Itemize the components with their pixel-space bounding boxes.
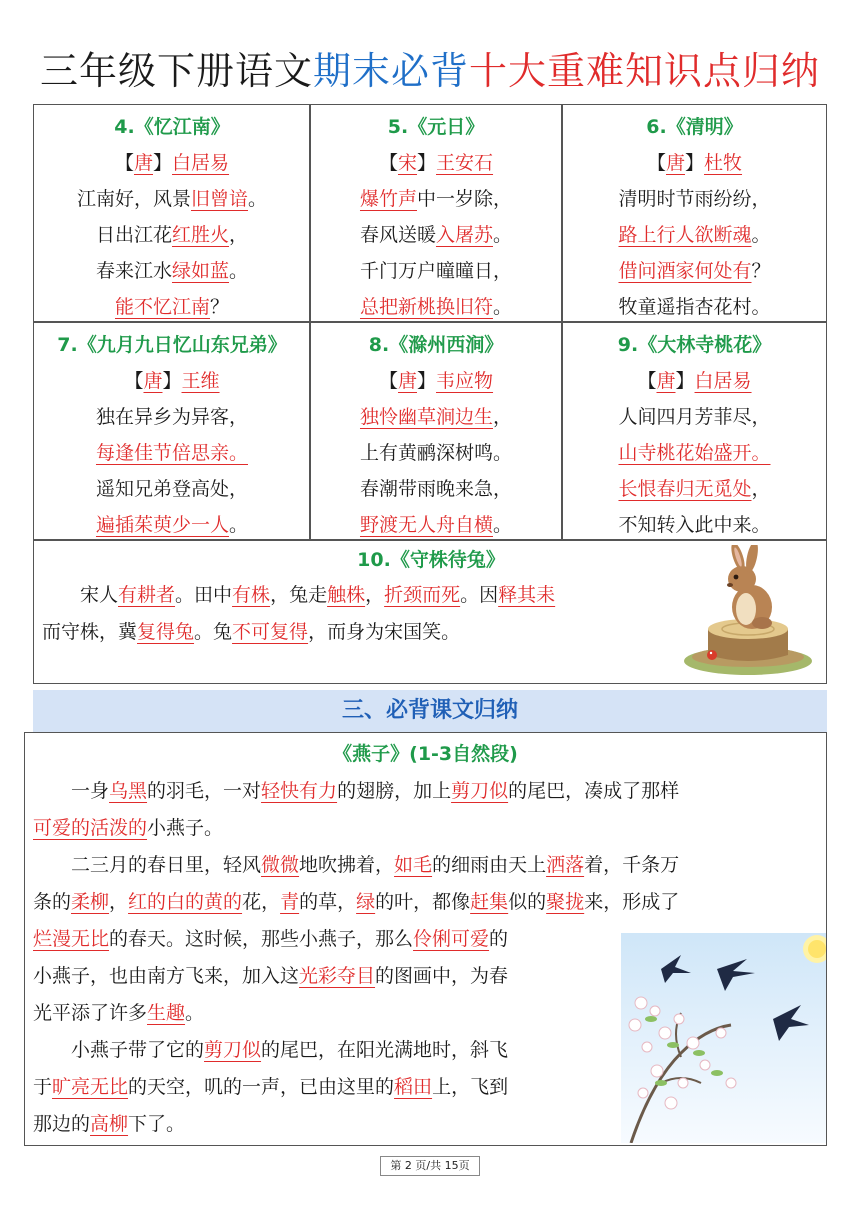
- key-phrase: 如毛: [394, 854, 433, 876]
- key-phrase: 独怜幽草涧边生: [359, 406, 493, 428]
- text-segment: 。兔: [194, 621, 233, 643]
- article-title: 《燕子》(1-3自然段): [333, 743, 518, 765]
- text-segment: 。: [229, 514, 249, 536]
- poem-line: [563, 435, 826, 471]
- key-phrase: 不可复得: [232, 621, 309, 643]
- poem-line: [34, 253, 310, 289]
- key-phrase: 能不忆江南: [114, 296, 210, 318]
- para-line: [33, 847, 823, 884]
- text-segment: 独在异乡为异客，: [95, 406, 248, 428]
- text-segment: 日出江花: [95, 224, 172, 246]
- para-line: [33, 810, 823, 847]
- poem-line: [563, 217, 826, 253]
- key-phrase: 剪刀似: [204, 1039, 262, 1061]
- key-phrase: 稻田: [394, 1076, 433, 1098]
- text-segment: 来，形成了: [584, 891, 680, 913]
- poem-line: [563, 253, 826, 289]
- poem-author: 【唐】韦应物: [378, 370, 494, 392]
- key-phrase: 柔柳: [71, 891, 110, 913]
- key-phrase: 路上行人欲断魂: [618, 224, 752, 246]
- text-segment: 的草，: [299, 891, 357, 913]
- story-title: 10.《守株待兔》: [357, 549, 505, 571]
- poem-line: [563, 399, 826, 435]
- text-segment: 的细雨由天上: [432, 854, 547, 876]
- paragraph-3: [33, 1032, 623, 1143]
- story-text: [42, 577, 682, 651]
- text-segment: 上，飞到: [432, 1076, 509, 1098]
- text-segment: ，兔走: [270, 584, 328, 606]
- text-segment: 的尾巴，在阳光满地时，斜飞: [261, 1039, 509, 1061]
- text-segment: 遥知兄弟登高处，: [95, 478, 248, 500]
- article-box: [24, 732, 827, 1146]
- poem-title: 5.《元日》: [387, 116, 485, 138]
- key-phrase: 有耕者: [118, 584, 176, 606]
- text-segment: 牧童遥指杏花村。: [618, 296, 771, 318]
- text-segment: 不知转入此中来。: [618, 514, 771, 536]
- key-phrase: 绿: [356, 891, 376, 913]
- text-segment: 小燕子带了它的: [71, 1039, 205, 1061]
- poem-line: [34, 289, 310, 325]
- key-phrase: 绿如蓝: [171, 260, 229, 282]
- section-header: 三、必背课文归纳: [33, 690, 827, 732]
- key-phrase: 长恨春归无觅处: [618, 478, 752, 500]
- poem-cell: [34, 109, 310, 325]
- text-segment: 春风送暖: [359, 224, 436, 246]
- text-segment: 二三月的春日里，轻风: [71, 854, 262, 876]
- poem-line: [311, 217, 561, 253]
- poem-cell: [34, 327, 310, 543]
- key-phrase: 红的白的黄的: [128, 891, 243, 913]
- text-segment: 。: [229, 260, 249, 282]
- poem-title: 9.《大林寺桃花》: [617, 334, 772, 356]
- key-phrase: 借问酒家何处有: [618, 260, 752, 282]
- text-segment: 花，: [242, 891, 281, 913]
- text-segment: 人间四月芳菲尽，: [618, 406, 771, 428]
- page-number: 第 2 页/共 15页: [380, 1156, 480, 1176]
- text-segment: ，而身为宋国笑。: [308, 621, 461, 643]
- key-phrase: 入屠苏: [435, 224, 493, 246]
- text-segment: 的图画中，为春: [375, 965, 509, 987]
- poem-author: 【唐】白居易: [114, 152, 230, 174]
- key-phrase: 生趣: [147, 1002, 186, 1024]
- text-segment: 江南好，风景: [76, 188, 191, 210]
- poem-author: 【唐】王维: [124, 370, 220, 392]
- paragraph-1: [33, 773, 823, 847]
- poem-line: [34, 471, 310, 507]
- text-segment: 似的: [508, 891, 547, 913]
- poem-line: [311, 253, 561, 289]
- poem-line: [563, 181, 826, 217]
- poem-table: [33, 104, 827, 684]
- key-phrase: 总把新桃换旧符: [359, 296, 493, 318]
- text-segment: 的羽毛，一对: [147, 780, 262, 802]
- para-line: [33, 1069, 623, 1106]
- key-phrase: 野渡无人舟自横: [359, 514, 493, 536]
- text-segment: ？: [751, 260, 771, 282]
- text-segment: ？: [210, 296, 230, 318]
- poem-line: [34, 507, 310, 543]
- key-phrase: 每逢佳节倍思亲。: [95, 442, 248, 464]
- text-segment: 条的: [33, 891, 72, 913]
- text-segment: 一身: [71, 780, 110, 802]
- text-segment: 小燕子。: [147, 817, 224, 839]
- text-segment: 的春天。这时候，那些小燕子，那么: [109, 928, 414, 950]
- poem-line: [563, 289, 826, 325]
- text-segment: ，: [229, 224, 249, 246]
- key-phrase: 释其耒: [498, 584, 556, 606]
- key-phrase: 洒落: [546, 854, 585, 876]
- swallows-illustration: [621, 933, 826, 1143]
- key-phrase: 有株: [232, 584, 271, 606]
- text-segment: 而守株，冀: [42, 621, 138, 643]
- key-phrase: 光彩夺目: [299, 965, 376, 987]
- text-segment: 那边的: [33, 1113, 91, 1135]
- poem-title: 4.《忆江南》: [114, 116, 230, 138]
- text-segment: 春潮带雨晚来急，: [359, 478, 512, 500]
- rabbit-illustration: [678, 545, 818, 677]
- story-line: [42, 577, 682, 614]
- text-segment: ，: [751, 478, 771, 500]
- poem-line: [34, 435, 310, 471]
- para-line: [33, 1106, 623, 1143]
- text-segment: ，: [109, 891, 129, 913]
- text-segment: 清明时节雨纷纷，: [618, 188, 771, 210]
- text-segment: 中一岁除，: [417, 188, 513, 210]
- para-line: [33, 884, 823, 921]
- key-phrase: 折颈而死: [384, 584, 461, 606]
- para-line: [33, 1032, 623, 1069]
- text-segment: 。: [751, 224, 771, 246]
- key-phrase: 青: [280, 891, 300, 913]
- poem-line: [311, 435, 561, 471]
- poem-line: [311, 289, 561, 325]
- poem-line: [311, 181, 561, 217]
- key-phrase: 烂漫无比: [33, 928, 110, 950]
- poem-cell: [563, 327, 826, 543]
- key-phrase: 聚拢: [546, 891, 585, 913]
- key-phrase: 触株: [327, 584, 366, 606]
- poem-cell: [311, 109, 561, 325]
- para-line: [33, 773, 823, 810]
- key-phrase: 旧曾谙: [190, 188, 248, 210]
- key-phrase: 剪刀似: [451, 780, 509, 802]
- text-segment: 。因: [460, 584, 499, 606]
- key-phrase: 山寺桃花始盛开。: [618, 442, 771, 464]
- text-segment: 。: [185, 1002, 205, 1024]
- page-title: 三年级下册语文期末必背十大重难知识点归纳: [39, 49, 821, 93]
- key-phrase: 微微: [261, 854, 300, 876]
- text-segment: 的尾巴，凑成了那样: [508, 780, 680, 802]
- text-segment: 春来江水: [95, 260, 172, 282]
- poem-cell: [311, 327, 561, 543]
- text-segment: 下了。: [128, 1113, 186, 1135]
- key-phrase: 遍插茱萸少一人: [95, 514, 229, 536]
- text-segment: 千门万户曈曈日，: [359, 260, 512, 282]
- poem-line: [311, 471, 561, 507]
- poem-line: [34, 399, 310, 435]
- poem-line: [311, 507, 561, 543]
- poem-author: 【唐】杜牧: [646, 152, 743, 174]
- text-segment: 。: [493, 296, 513, 318]
- poem-line: [563, 471, 826, 507]
- key-phrase: 高柳: [90, 1113, 129, 1135]
- poem-author: 【唐】白居易: [637, 370, 752, 392]
- key-phrase: 红胜火: [171, 224, 229, 246]
- key-phrase: 可爱的活泼的: [33, 817, 148, 839]
- poem-cell: [563, 109, 826, 325]
- text-segment: 。: [493, 224, 513, 246]
- text-segment: 小燕子，也由南方飞来，加入这: [33, 965, 300, 987]
- key-phrase: 赶集: [470, 891, 509, 913]
- poem-line: [34, 181, 310, 217]
- poem-line: [34, 217, 310, 253]
- key-phrase: 旷亮无比: [52, 1076, 129, 1098]
- text-segment: 于: [33, 1076, 53, 1098]
- text-segment: ，: [365, 584, 385, 606]
- text-segment: 的翅膀，加上: [337, 780, 452, 802]
- key-phrase: 爆竹声: [359, 188, 417, 210]
- poem-title: 6.《清明》: [646, 116, 743, 138]
- poem-line: [311, 399, 561, 435]
- text-segment: 宋人: [80, 584, 119, 606]
- poem-author: 【宋】王安石: [378, 152, 494, 174]
- text-segment: 的天空，叽的一声，已由这里的: [128, 1076, 395, 1098]
- poem-title: 8.《滁州西涧》: [368, 334, 504, 356]
- text-segment: 。: [493, 514, 513, 536]
- story-line: [42, 614, 682, 651]
- key-phrase: 复得兔: [137, 621, 195, 643]
- text-segment: 的: [489, 928, 509, 950]
- text-segment: 光平添了许多: [33, 1002, 148, 1024]
- text-segment: 的叶，都像: [375, 891, 471, 913]
- text-segment: 着，千条万: [584, 854, 680, 876]
- text-segment: 地吹拂着，: [299, 854, 395, 876]
- key-phrase: 轻快有力: [261, 780, 338, 802]
- text-segment: 。: [248, 188, 268, 210]
- text-segment: 上有黄鹂深树鸣。: [359, 442, 512, 464]
- text-segment: 。田中: [175, 584, 233, 606]
- key-phrase: 乌黑: [109, 780, 148, 802]
- text-segment: ，: [493, 406, 513, 428]
- poem-title: 7.《九月九日忆山东兄弟》: [57, 334, 287, 356]
- poem-line: [563, 507, 826, 543]
- key-phrase: 伶俐可爱: [413, 928, 490, 950]
